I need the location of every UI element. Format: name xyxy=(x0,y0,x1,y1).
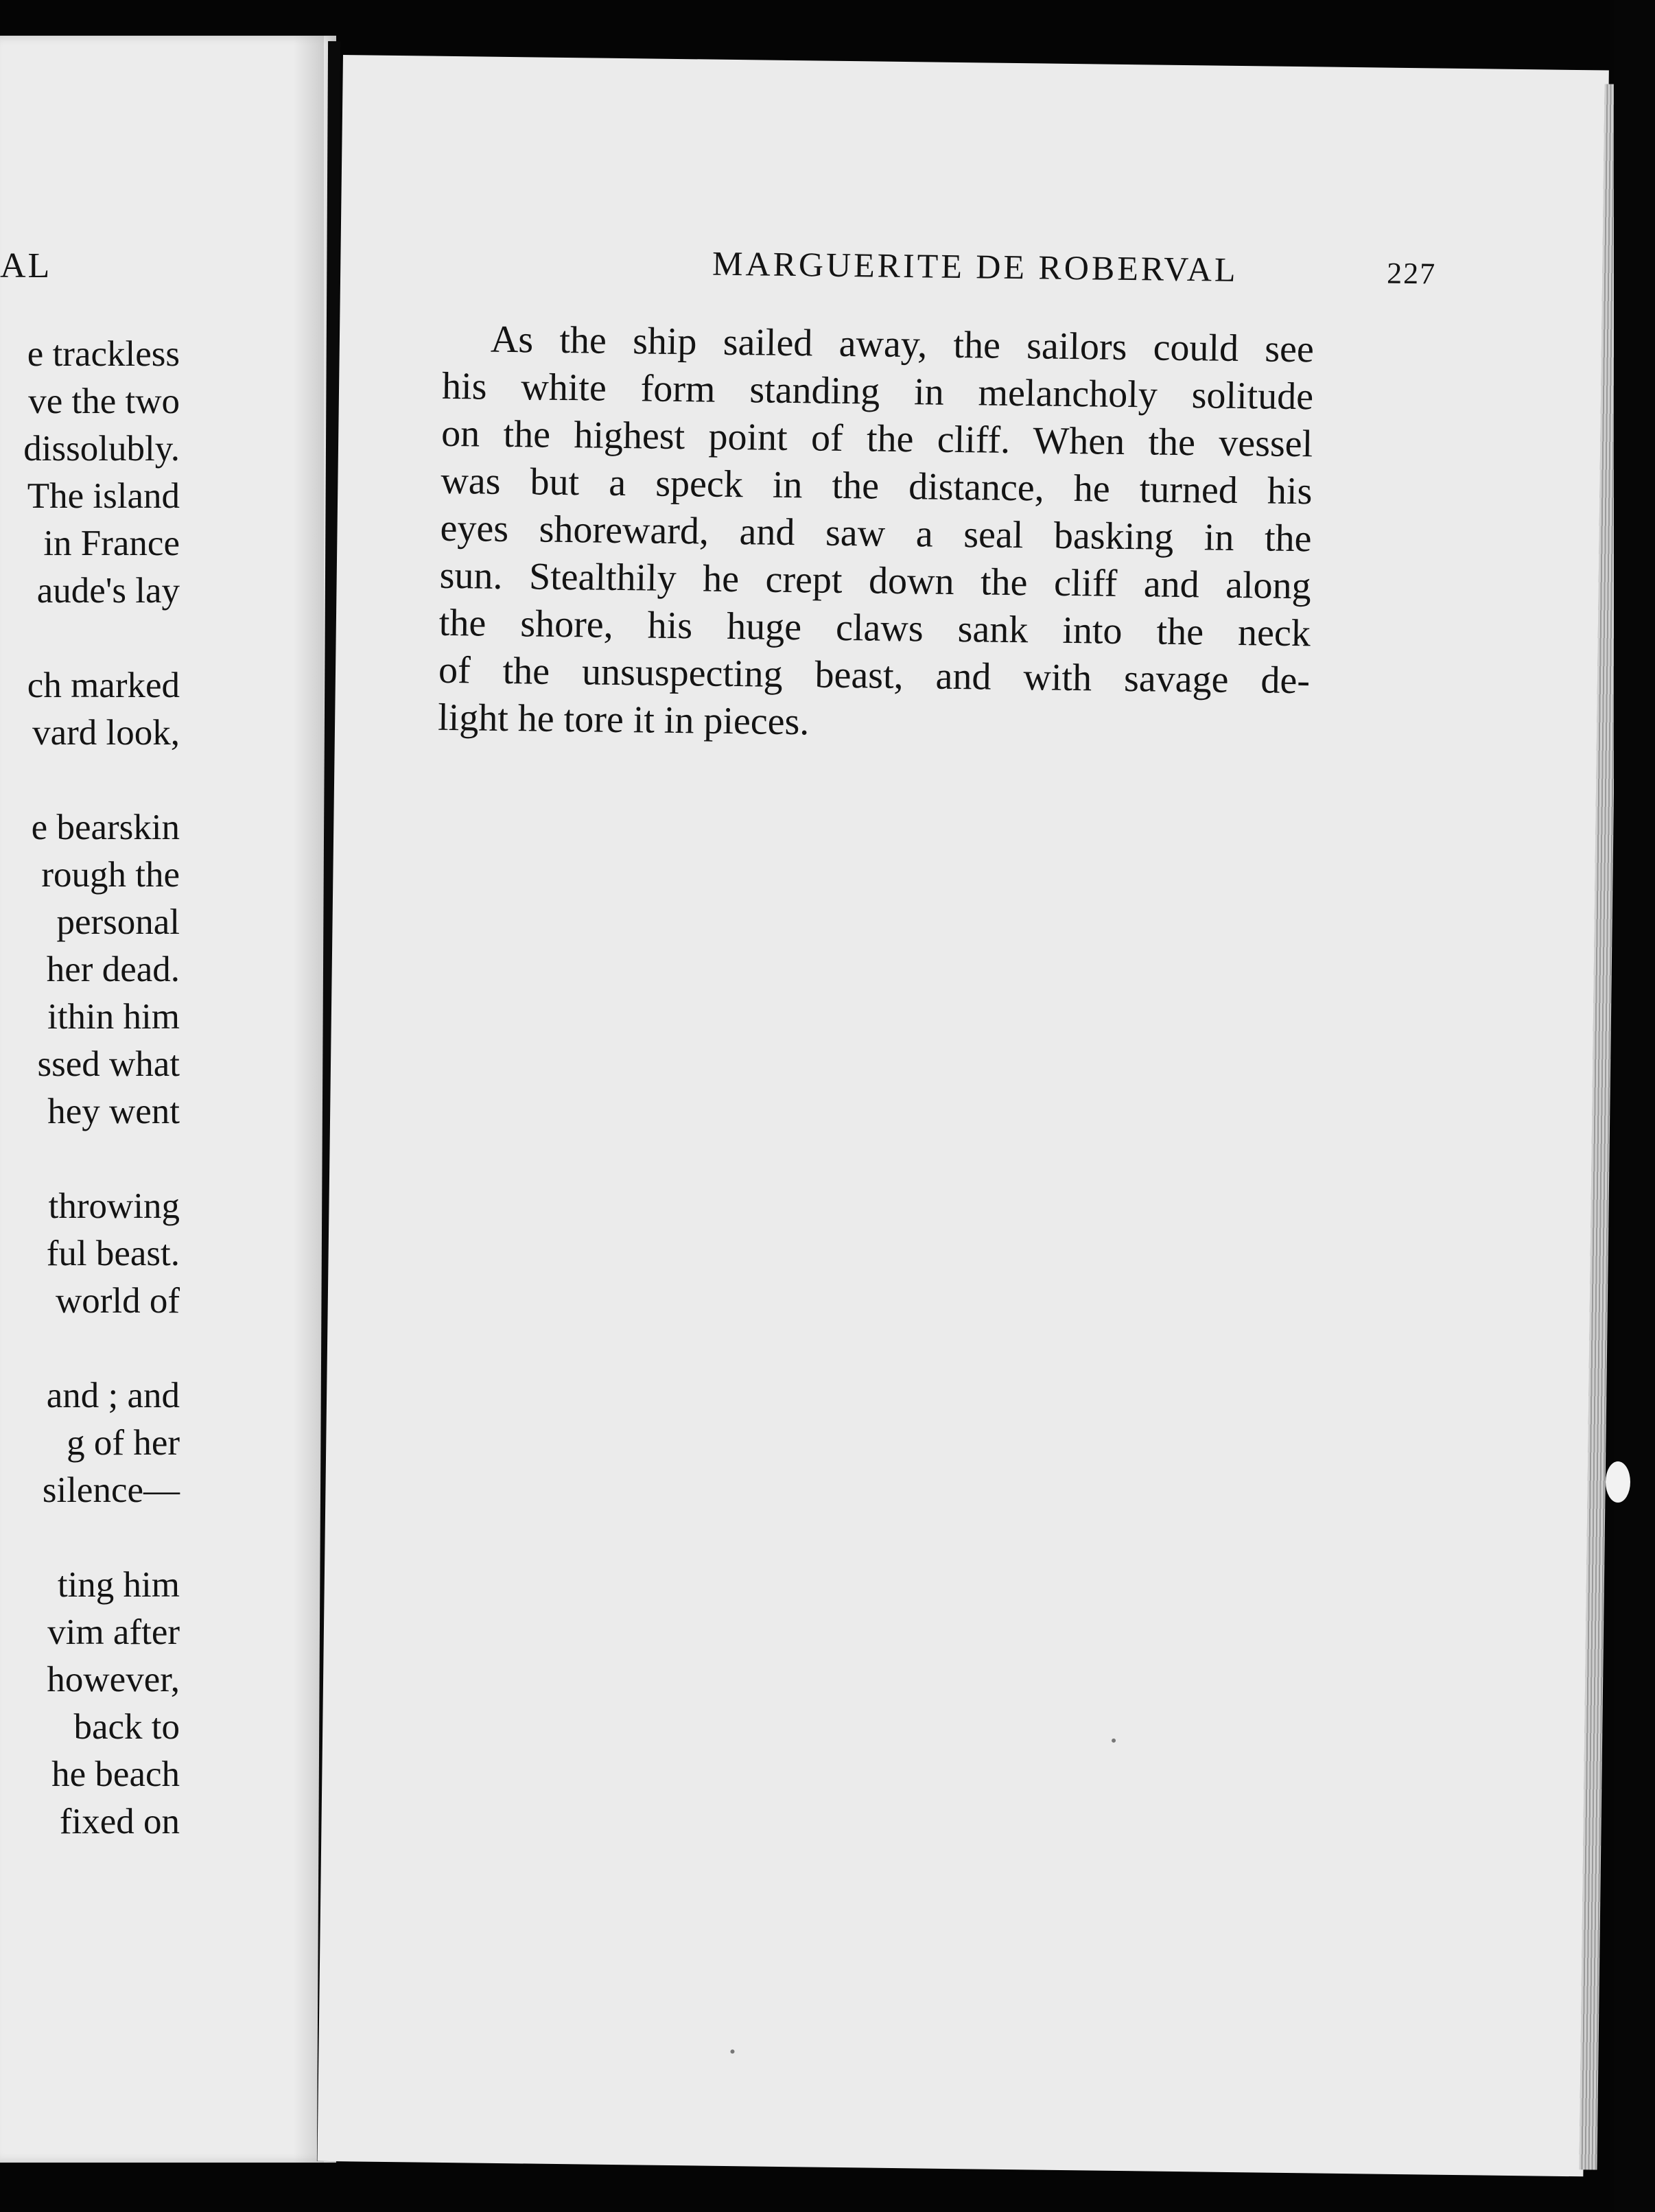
paragraph-gap xyxy=(0,615,180,662)
left-text-line: dissolubly. xyxy=(23,429,180,469)
text-line: light he tore it in pieces. xyxy=(437,696,810,744)
left-text-line: ve the two xyxy=(28,381,180,421)
left-text-line: he beach xyxy=(51,1754,180,1794)
text-line: eyes shoreward, and saw a seal basking in the xyxy=(440,506,1312,561)
text-line: of the unsuspecting beast, and with savage de- xyxy=(438,648,1311,703)
left-text-line: g of her xyxy=(67,1423,180,1463)
left-text-line: fixed on xyxy=(59,1802,180,1842)
left-text-line: The island xyxy=(27,476,180,516)
left-text-line: and ; and xyxy=(46,1376,180,1415)
paragraph-gap xyxy=(0,1136,180,1183)
page-number: 227 xyxy=(1386,256,1437,291)
paragraph-gap xyxy=(0,1325,180,1372)
body-paragraph xyxy=(438,316,1314,752)
left-text-line: ssed what xyxy=(37,1044,180,1084)
left-text-line: ting him xyxy=(57,1565,180,1605)
left-text-line: however, xyxy=(47,1660,180,1699)
paper-speck xyxy=(730,2049,734,2054)
text-line: the shore, his huge claws sank into the neck xyxy=(438,601,1311,655)
left-text-line: e bearskin xyxy=(31,808,180,847)
paragraph-gap xyxy=(0,757,180,804)
paragraph-gap xyxy=(0,1514,180,1562)
left-text-line: personal xyxy=(56,902,180,942)
left-text-line: ful beast. xyxy=(46,1234,180,1273)
text-line: his white form standing in melancholy solitude xyxy=(441,364,1314,419)
left-text-line: vard look, xyxy=(32,713,180,753)
text-line: was but a speck in the distance, he turned his xyxy=(441,459,1313,513)
left-text-line: hey went xyxy=(47,1092,180,1131)
left-text-line: back to xyxy=(73,1707,180,1747)
running-head xyxy=(605,242,1580,302)
page-tear-mark xyxy=(1606,1461,1630,1503)
right-page xyxy=(317,55,1608,2176)
left-text-line: rough the xyxy=(41,855,180,895)
running-title: MARGUERITE DE ROBERVAL xyxy=(712,244,1239,289)
left-text-line: world of xyxy=(55,1281,180,1321)
left-running-head-fragment: AL xyxy=(0,246,52,285)
left-text-line: in France xyxy=(43,523,180,563)
text-line: sun. Stealthily he crept down the cliff and along xyxy=(439,554,1312,608)
scan-border xyxy=(1614,0,1655,2212)
text-line: As the ship sailed away, the sailors could see xyxy=(490,318,1315,371)
left-text-line: aude's lay xyxy=(36,571,180,611)
left-text-line: her dead. xyxy=(46,950,180,989)
left-text-line: e trackless xyxy=(27,334,180,374)
left-text-line: ithin him xyxy=(47,997,180,1037)
paper-speck xyxy=(1112,1739,1116,1743)
left-text-line: silence— xyxy=(42,1470,180,1510)
text-line: on the highest point of the cliff. When the vessel xyxy=(441,412,1313,466)
left-text-line: throwing xyxy=(48,1186,180,1226)
left-text-line: ch marked xyxy=(27,666,180,705)
left-text-line: vim after xyxy=(47,1612,180,1652)
left-page-text xyxy=(0,331,180,1846)
left-facing-page xyxy=(0,36,336,2163)
